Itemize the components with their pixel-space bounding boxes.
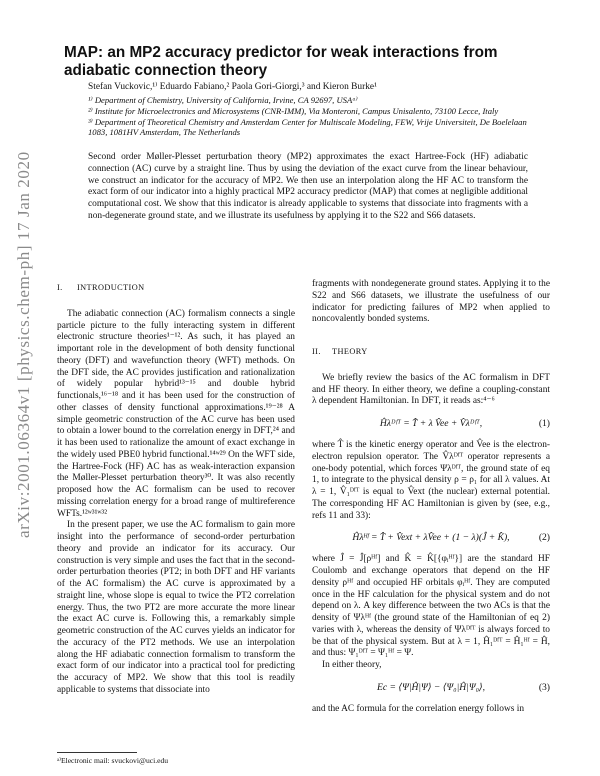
section-heading-introduction xyxy=(57,282,295,294)
paragraph: In the present paper, we use the AC formalism to gain more insight into the performance of second-order perturbation theory and provide an indicator for its accuracy. Our construction is very simple and uses the fact that in the second-order perturbation theories (PT2; in both DFT and HF variants of the AC formalism) the AC curve is approximated by a straight line, whose slope is equal to twice the PT2 correlation energy. Thus, the two PT2 are more accurate the more linear the exact AC curve is. Following this, a remarkably simple geometric construction of the AC curves yields an indicator for the accuracy of the PT2 methods. We use an interpolation along the HF adiabatic connection formalism to transform the exact form of our indicator into a practical tool for predicting the accuracy of MP2. We show that this tool is readily applicable to systems that dissociate into xyxy=(57,520,295,695)
section-number: I. xyxy=(57,283,63,292)
equation-number: (2) xyxy=(538,532,550,544)
paragraph: where Ĵ = Ĵ[ρᴴᶠ] and K̂ = K̂[{φᵢᴴᶠ}] are the standard HF Coulomb and exchange operators that depend on the HF density ρᴴᶠ and occupied HF orbitals φᵢᴴᶠ. They are computed once in the HF calculation for the physical system and do not depend on λ. A key difference between the two ACs is that the density of Ψλᴴᶠ (the ground state of the Hamiltonian of eq 2) varies with λ, whereas the density of Ψλᴰᶠᵀ is always forced to be that of the physical system. But at λ = 1, Ĥ₁ᴰᶠᵀ = Ĥ₁ᴴᶠ = Ĥ, and thus: Ψ₁ᴰᶠᵀ = Ψ₁ᴴᶠ = Ψ. xyxy=(312,554,550,659)
affiliation: ³⁾ Department of Theoretical Chemistry and Amsterdam Center for Multiscale Modeling, FEW, Vrije Universiteit, De Boelelaan 1083, 1081HV Amsterdam, The Netherlands xyxy=(88,116,527,138)
affiliation: ²⁾ Institute for Microelectronics and Microsystems (CNR-IMM), Via Monteroni, Campus Unisalento, 73100 Lecce, Italy xyxy=(88,105,499,116)
equation-body: Ĥλᴴᶠ = T̂ + V̂ext + λV̂ee + (1 − λ)(Ĵ + K̂), xyxy=(352,532,510,544)
left-column xyxy=(57,279,295,697)
equation-number: (1) xyxy=(538,418,550,429)
paragraph: In either theory, xyxy=(322,660,382,670)
affiliations xyxy=(88,95,538,138)
equation-2 xyxy=(312,531,550,545)
arxiv-identifier: arXiv:2001.06364v1 [physics.chem-ph] 17 Jan 2020 xyxy=(14,151,33,538)
paragraph: where T̂ is the kinetic energy operator and V̂ee is the electron-electron repulsion operator. The V̂λᴰᶠᵀ operator represents a one-body potential, which forces Ψλᴰᶠᵀ, the ground state of eq 1, to integrate to the physical density ρ = ρ₁ for all λ values. At λ = 1, V̂₁ᴰᶠᵀ is equal to V̂ext (the nuclear) external potential. The corresponding HF AC Hamiltonian is given by (see, e.g., refs 11 and 33): xyxy=(312,440,550,521)
equation-body: Ĥλᴰᶠᵀ = T̂ + λ V̂ee + V̂λᴰᶠᵀ, xyxy=(379,418,483,429)
abstract: Second order Møller-Plesset perturbation theory (MP2) approximates the exact Hartree-Fock (HF) adiabatic connection (AC) curve by a straight line. Thus by using the deviation of the exact curve from the linear behaviour, we construct an indicator for the accuracy of MP2. We then use an interpolation along the HF AC to transform the exact form of our indicator into a highly practical MP2 accuracy predictor (MAP) that comes at negligible additional computational cost. We show that this indicator is already applicable to systems that dissociate into fragments with a non-degenerate ground state, and we illustrate its usefulness by applying it to the S22 and S66 datasets. xyxy=(88,152,528,221)
section-heading-theory xyxy=(312,346,550,358)
footnote-rule xyxy=(57,752,137,753)
paragraph: fragments with nondegenerate ground states. Applying it to the S22 and S66 datasets, we illustrate the usefulness of our indicator for predicting failures of MP2 when applied to noncovalently bonded systems. xyxy=(312,279,550,325)
author-list: Stefan Vuckovic,¹⁾ Eduardo Fabiano,² Paola Gori-Giorgi,³ and Kieron Burke¹ xyxy=(88,82,377,92)
affiliation: ¹⁾ Department of Chemistry, University of California, Irvine, CA 92697, USAᵃ⁾ xyxy=(88,95,358,105)
equation-3 xyxy=(312,681,550,695)
paragraph: The adiabatic connection (AC) formalism connects a single particle picture to the fully interacting system in different electronic structure theories¹⁻¹². As such, it has played an important role in the development of both density functional theory (DFT) and wavefunction theory (WFT) methods. On the DFT side, the AC provides justification and rationalization of widely popular hybrid¹³⁻¹⁵ and double hybrid functionals,¹⁶⁻¹⁸ and it has been used for the construction of other classes of density functional approximations.¹⁹⁻²⁸ A simple geometric construction of the AC curve has been used to obtain a lower bound to the correlation energy in DFT,²⁴ and it has been used to rationalize the amount of exact exchange in the widely used PBE0 hybrid functional.¹⁴ʷ²⁹ On the WFT side, the Hartree-Fock (HF) AC has as weak-interaction expansion the Møller-Plesset perturbation theory³⁰. It was also recently proposed how the AC formalism can be used to recover missing correlation energy for a broad range of multireference WFTs.¹²ʷ³¹ʷ³² xyxy=(57,308,295,519)
equation-number: (3) xyxy=(538,681,550,693)
paragraph: We briefly review the basics of the AC formalism in DFT and HF theory. In either theory, we define a coupling-constant λ dependent Hamiltonian. In DFT, it reads as:⁴⁻⁶ xyxy=(312,372,550,407)
paragraph: and the AC formula for the correlation energy follows in xyxy=(312,703,525,714)
section-title: THEORY xyxy=(332,347,368,356)
equation-body: Ec = ⟨Ψ|Ĥ|Ψ⟩ − ⟨Ψ₀|Ĥ|Ψ₀⟩, xyxy=(376,681,486,693)
paper-title: MAP: an MP2 accuracy predictor for weak interactions from adiabatic connection theory xyxy=(64,44,498,79)
equation-1 xyxy=(312,417,550,431)
section-number: II. xyxy=(312,347,321,356)
right-column xyxy=(312,279,550,716)
section-title: INTRODUCTION xyxy=(77,283,145,292)
footnote-email: ᵃ⁾Electronic mail: svuckovi@uci.edu xyxy=(57,756,169,765)
